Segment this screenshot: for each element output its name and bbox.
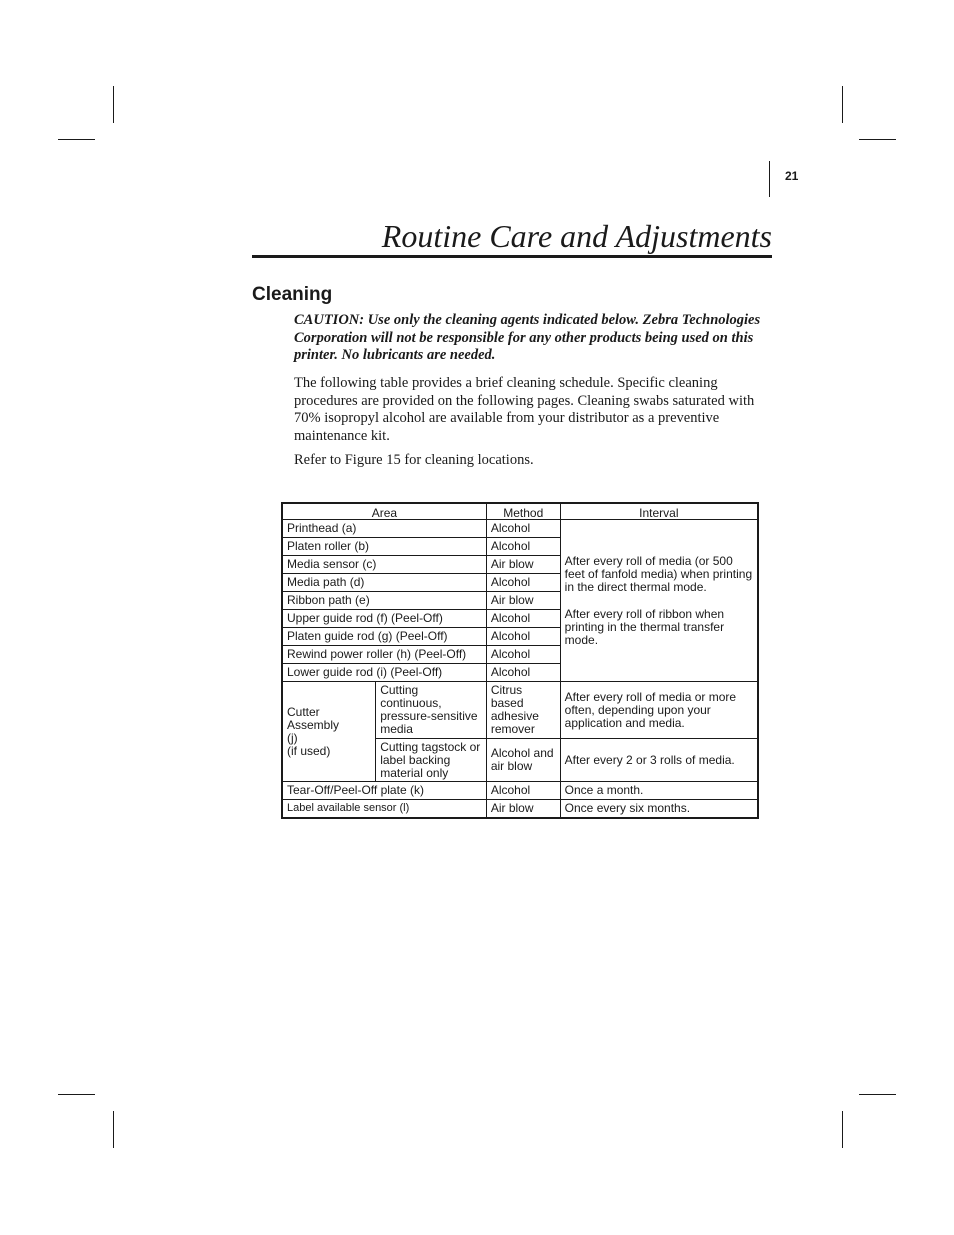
area-cell: Media path (d) [282,574,486,592]
page-title: Routine Care and Adjustments [381,218,772,254]
header-method: Method [486,503,560,520]
area-cell: Platen guide rod (g) (Peel-Off) [282,628,486,646]
interval-cell: Once every six months. [560,800,758,819]
table-row [282,800,758,819]
crop-mark [58,1094,95,1095]
crop-mark [113,1111,114,1148]
page-number: 21 [785,169,799,183]
method-cell: Alcohol [486,520,560,538]
method-cell: Citrus based adhesive remover [486,682,560,739]
method-cell: Alcohol [486,610,560,628]
area-cell: Printhead (a) [282,520,486,538]
method-cell: Alcohol and air blow [486,739,560,782]
header-interval: Interval [560,503,758,520]
crop-mark [842,86,843,123]
method-cell: Alcohol [486,574,560,592]
crop-mark [58,139,95,140]
interval-cell: After every roll of media or more often, depending upon your application and media. [560,682,758,739]
method-cell: Air blow [486,592,560,610]
method-cell: Alcohol [486,782,560,800]
cutter-area-cell [282,682,376,782]
method-cell: Air blow [486,556,560,574]
cutter-area-line: Assembly [287,717,340,732]
caution-note: CAUTION: Use only the cleaning agents indicated below. Zebra Technologies Corporation will not be responsible for any other products being used on this printer. No lubricants are needed. [294,312,761,363]
table-row [282,782,758,800]
area-cell: Label available sensor (l) [282,800,486,819]
cutter-task-cell: Cutting continuous, pressure-sensitive media [376,682,487,739]
area-cell: Lower guide rod (i) (Peel-Off) [282,664,486,682]
interval-text: After every roll of media (or 500 feet of fanfold media) when printing in the direct thermal mode. [564,553,753,594]
area-cell: Media sensor (c) [282,556,486,574]
cutter-task-cell: Cutting tagstock or label backing material only [376,739,487,782]
area-cell: Upper guide rod (f) (Peel-Off) [282,610,486,628]
method-cell: Alcohol [486,664,560,682]
method-cell: Air blow [486,800,560,819]
area-cell: Ribbon path (e) [282,592,486,610]
table-row [282,682,758,739]
refer-paragraph: Refer to Figure 15 for cleaning locations. [294,452,534,468]
method-cell: Alcohol [486,646,560,664]
cutter-area-line: (if used) [287,743,331,758]
interval-cell: After every 2 or 3 rolls of media. [560,739,758,782]
area-cell: Rewind power roller (h) (Peel-Off) [282,646,486,664]
interval-cell: Once a month. [560,782,758,800]
header-area: Area [282,503,486,520]
crop-mark [842,1111,843,1148]
crop-mark [859,1094,896,1095]
table-row [282,520,758,538]
intro-paragraph: The following table provides a brief cleaning schedule. Specific cleaning procedures are provided on the following pages. Cleaning swabs saturated with 70% isopropyl alcohol are available from your distributor as a preventive maintenance kit. [294,375,755,444]
method-cell: Alcohol [486,628,560,646]
area-cell: Platen roller (b) [282,538,486,556]
interval-text: After every roll of ribbon when printing in the thermal transfer mode. [564,606,725,647]
title-rule [252,255,772,258]
page-number-rule [769,161,770,197]
method-cell: Alcohol [486,538,560,556]
crop-mark [859,139,896,140]
area-cell: Tear-Off/Peel-Off plate (k) [282,782,486,800]
crop-mark [113,86,114,123]
cutter-area-line: Cutter [287,704,320,719]
interval-cell [560,520,758,682]
cleaning-schedule-table [281,502,759,819]
table-header-row [282,503,758,520]
cutter-area-line: (j) [287,730,298,745]
section-heading: Cleaning [252,284,333,305]
